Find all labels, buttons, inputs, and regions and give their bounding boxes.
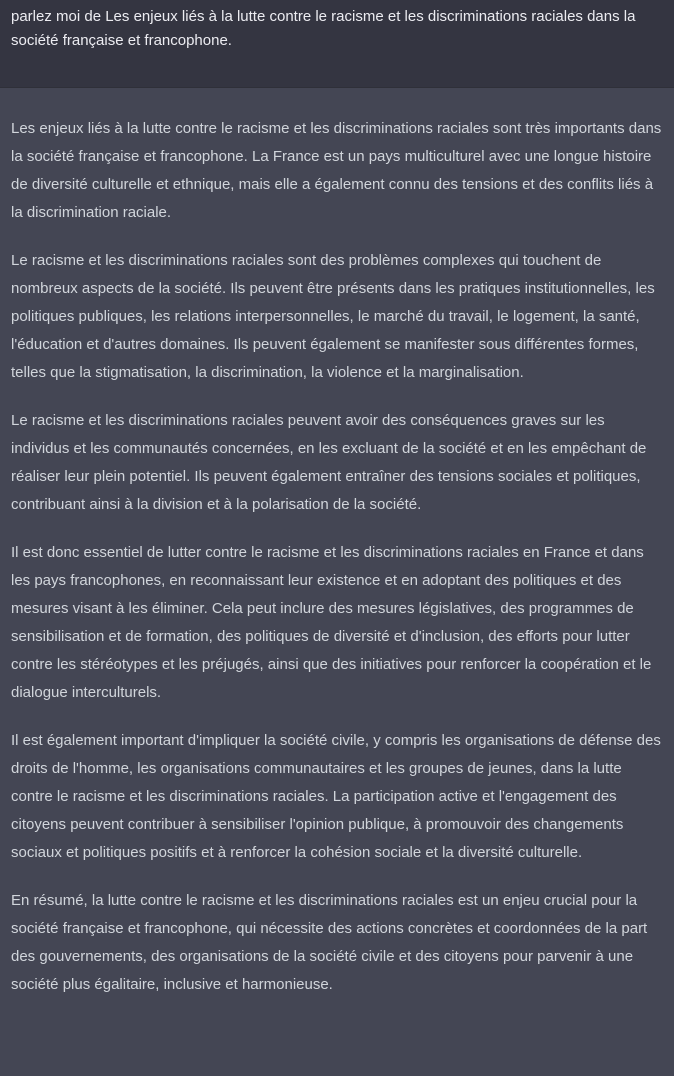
assistant-paragraph: Les enjeux liés à la lutte contre le racisme et les discriminations raciales sont très importants dans la société française et francophone. La France est un pays multiculturel avec une longue histoire de diversité culturelle et ethnique, mais elle a également connu des tensions et des conflits liés à la discrimination raciale. [11, 120, 662, 221]
assistant-paragraph: En résumé, la lutte contre le racisme et les discriminations raciales est un enjeu crucial pour la société française et francophone, qui nécessite des actions concrètes et coordonnées de la part des gouvernements, des organisations de la société civile et des citoyens pour parvenir à une société plus égalitaire, inclusive et harmonieuse. [11, 892, 648, 993]
user-message [0, 0, 674, 88]
assistant-paragraph: Il est également important d'impliquer la société civile, y compris les organisations de défense des droits de l'homme, les organisations communautaires et les groupes de jeunes, dans la lutte contre le racisme et les discriminations raciales. La participation active et l'engagement des citoyens peuvent contribuer à sensibiliser l'opinion publique, à promouvoir des changements sociaux et politiques positifs et à renforcer la cohésion sociale et la diversité culturelle. [11, 732, 661, 861]
user-message-text: parlez moi de Les enjeux liés à la lutte contre le racisme et les discriminations raciales dans la société française et francophone. [11, 8, 636, 49]
assistant-paragraph: Le racisme et les discriminations raciales peuvent avoir des conséquences graves sur les individus et les communautés concernées, en les excluant de la société et en les empêchant de réaliser leur plein potentiel. Ils peuvent également entraîner des tensions sociales et politiques, contribuant ainsi à la division et à la polarisation de la société. [11, 412, 647, 513]
assistant-message [0, 88, 674, 999]
assistant-paragraph: Il est donc essentiel de lutter contre le racisme et les discriminations raciales en France et dans les pays francophones, en reconnaissant leur existence et en adoptant des politiques et des mesures visant à les éliminer. Cela peut inclure des mesures législatives, des programmes de sensibilisation et de formation, des politiques de diversité et d'inclusion, des efforts pour lutter contre les stéréotypes et les préjugés, ainsi que des initiatives pour renforcer la coopération et le dialogue interculturels. [11, 544, 652, 701]
assistant-paragraph: Le racisme et les discriminations raciales sont des problèmes complexes qui touchent de nombreux aspects de la société. Ils peuvent être présents dans les pratiques institutionnelles, les politiques publiques, les relations interpersonnelles, le marché du travail, le logement, la santé, l'éducation et d'autres domaines. Ils peuvent également se manifester sous différentes formes, telles que la stigmatisation, la discrimination, la violence et la marginalisation. [11, 252, 655, 381]
